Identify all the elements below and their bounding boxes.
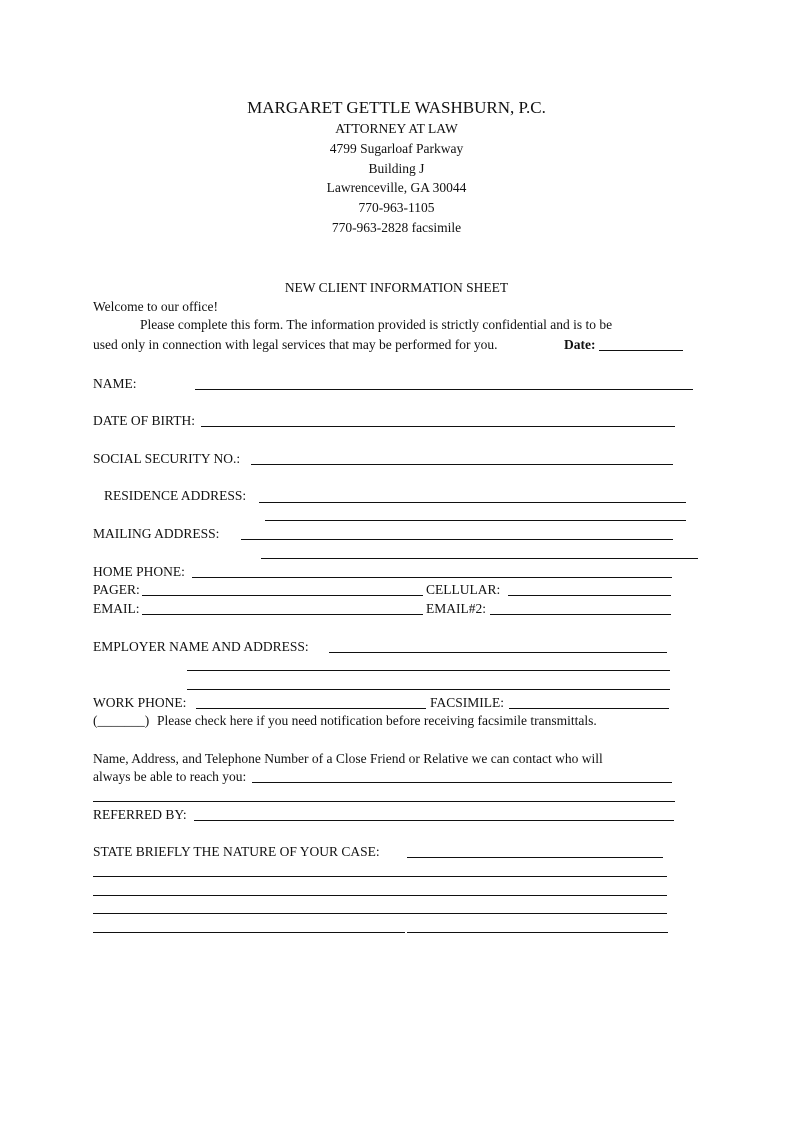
home-phone-field[interactable]: [192, 577, 672, 578]
case-field-1[interactable]: [407, 857, 663, 858]
ssn-field[interactable]: [251, 464, 673, 465]
mailing-label: MAILING ADDRESS:: [93, 526, 220, 541]
email-field[interactable]: [142, 614, 423, 615]
firm-title: ATTORNEY AT LAW: [335, 121, 458, 136]
case-field-5a[interactable]: [93, 932, 405, 933]
date-label: Date:: [564, 337, 596, 352]
name-field[interactable]: [195, 389, 693, 390]
dob-label: DATE OF BIRTH:: [93, 413, 195, 428]
fax-notification-text: Please check here if you need notification before receiving facsimile transmittals.: [157, 713, 597, 728]
cellular-field[interactable]: [508, 595, 671, 596]
firm-city: Lawrenceville, GA 30044: [326, 180, 467, 195]
intro-line-1: Please complete this form. The information provided is strictly confidential and is to be: [140, 317, 613, 332]
email2-field[interactable]: [490, 614, 671, 615]
form-heading: NEW CLIENT INFORMATION SHEET: [284, 280, 509, 295]
contact-text-2: always be able to reach you:: [93, 769, 247, 784]
welcome-text: Welcome to our office!: [93, 299, 218, 314]
dob-field[interactable]: [201, 426, 675, 427]
date-field[interactable]: [599, 350, 683, 351]
name-label: NAME:: [93, 376, 137, 391]
case-field-3[interactable]: [93, 895, 667, 896]
case-label: STATE BRIEFLY THE NATURE OF YOUR CASE:: [93, 844, 380, 859]
intro-line-2: used only in connection with legal services that may be performed for you.: [93, 337, 498, 352]
pager-field[interactable]: [142, 595, 423, 596]
firm-fax: 770-963-2828 facsimile: [331, 220, 462, 235]
case-field-2[interactable]: [93, 876, 667, 877]
work-phone-field[interactable]: [196, 708, 426, 709]
firm-phone: 770-963-1105: [358, 200, 435, 215]
mailing-field-1[interactable]: [241, 539, 673, 540]
facsimile-label: FACSIMILE:: [430, 695, 505, 710]
case-field-4[interactable]: [93, 913, 667, 914]
fax-notification-checkbox[interactable]: (_______): [93, 713, 150, 728]
referred-label: REFERRED BY:: [93, 807, 187, 822]
employer-label: EMPLOYER NAME AND ADDRESS:: [93, 639, 309, 654]
employer-field-3[interactable]: [187, 689, 670, 690]
referred-field[interactable]: [194, 820, 674, 821]
firm-street: 4799 Sugarloaf Parkway: [329, 141, 464, 156]
pager-label: PAGER:: [93, 582, 140, 597]
employer-field-1[interactable]: [329, 652, 667, 653]
employer-field-2[interactable]: [187, 670, 670, 671]
home-phone-label: HOME PHONE:: [93, 564, 185, 579]
contact-text-1: Name, Address, and Telephone Number of a Close Friend or Relative we can contact who will: [93, 751, 603, 766]
firm-name: MARGARET GETTLE WASHBURN, P.C.: [247, 98, 546, 117]
contact-field-1[interactable]: [252, 782, 672, 783]
cellular-label: CELLULAR:: [426, 582, 501, 597]
email2-label: EMAIL#2:: [426, 601, 486, 616]
case-field-5b[interactable]: [407, 932, 668, 933]
residence-field-2[interactable]: [265, 520, 686, 521]
contact-field-2[interactable]: [93, 801, 675, 802]
firm-building: Building J: [368, 161, 425, 176]
email-label: EMAIL:: [93, 601, 140, 616]
residence-label: RESIDENCE ADDRESS:: [104, 488, 247, 503]
residence-field-1[interactable]: [259, 502, 686, 503]
ssn-label: SOCIAL SECURITY NO.:: [93, 451, 241, 466]
mailing-field-2[interactable]: [261, 558, 698, 559]
facsimile-field[interactable]: [509, 708, 669, 709]
work-phone-label: WORK PHONE:: [93, 695, 187, 710]
